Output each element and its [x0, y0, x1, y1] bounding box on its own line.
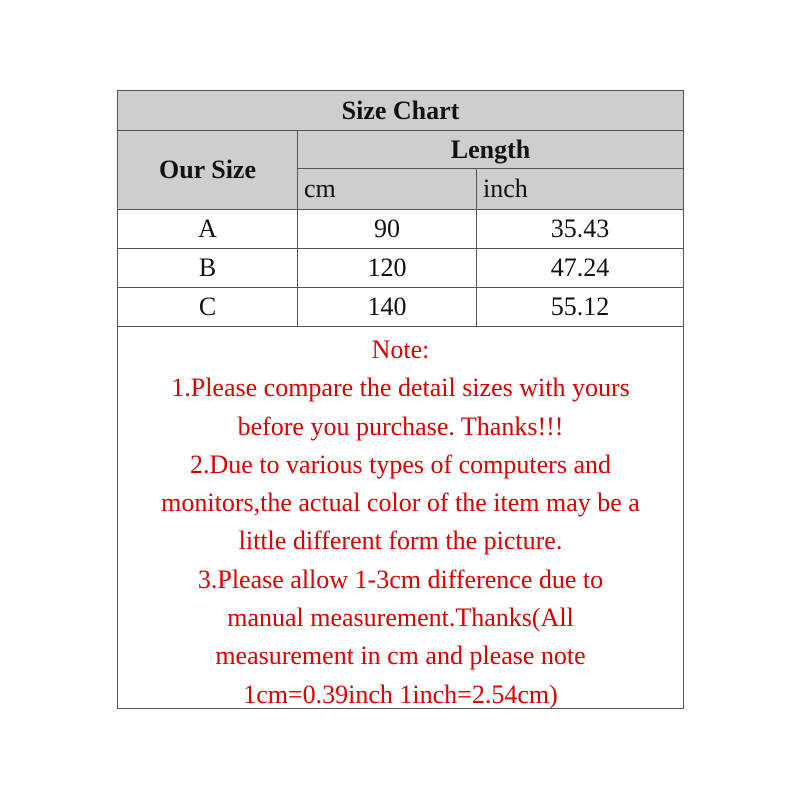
- size-column-header: Our Size: [118, 131, 298, 210]
- inch-cell-b: 47.24: [477, 249, 683, 288]
- inch-cell-c: 55.12: [477, 288, 683, 327]
- cm-cell-b: 120: [298, 249, 477, 288]
- note-line: 2.Due to various types of computers and: [190, 449, 611, 479]
- size-cell-c: C: [118, 288, 298, 327]
- note-line: before you purchase. Thanks!!!: [237, 411, 564, 441]
- length-column-header: Length: [298, 131, 683, 169]
- note-block: [118, 327, 683, 714]
- inch-cell-a: 35.43: [477, 210, 683, 249]
- note-line: 1.Please compare the detail sizes with yours: [171, 373, 630, 403]
- size-chart-sheet: [117, 90, 684, 709]
- note-line: little different form the picture.: [238, 526, 563, 556]
- table-title: Size Chart: [118, 91, 683, 131]
- size-cell-b: B: [118, 249, 298, 288]
- note-line: 1cm=0.39inch 1inch=2.54cm): [243, 679, 558, 709]
- unit-header-inch: inch: [477, 169, 683, 210]
- size-cell-a: A: [118, 210, 298, 249]
- unit-header-cm: cm: [298, 169, 477, 210]
- note-line: 3.Please allow 1-3cm difference due to: [197, 564, 604, 594]
- note-line: manual measurement.Thanks(All: [227, 603, 574, 633]
- note-line: monitors,the actual color of the item may be a: [161, 488, 640, 518]
- note-heading: Note:: [371, 335, 430, 364]
- size-chart-table: [118, 91, 683, 327]
- cm-cell-c: 140: [298, 288, 477, 327]
- cm-cell-a: 90: [298, 210, 477, 249]
- note-line: measurement in cm and please note: [215, 641, 586, 671]
